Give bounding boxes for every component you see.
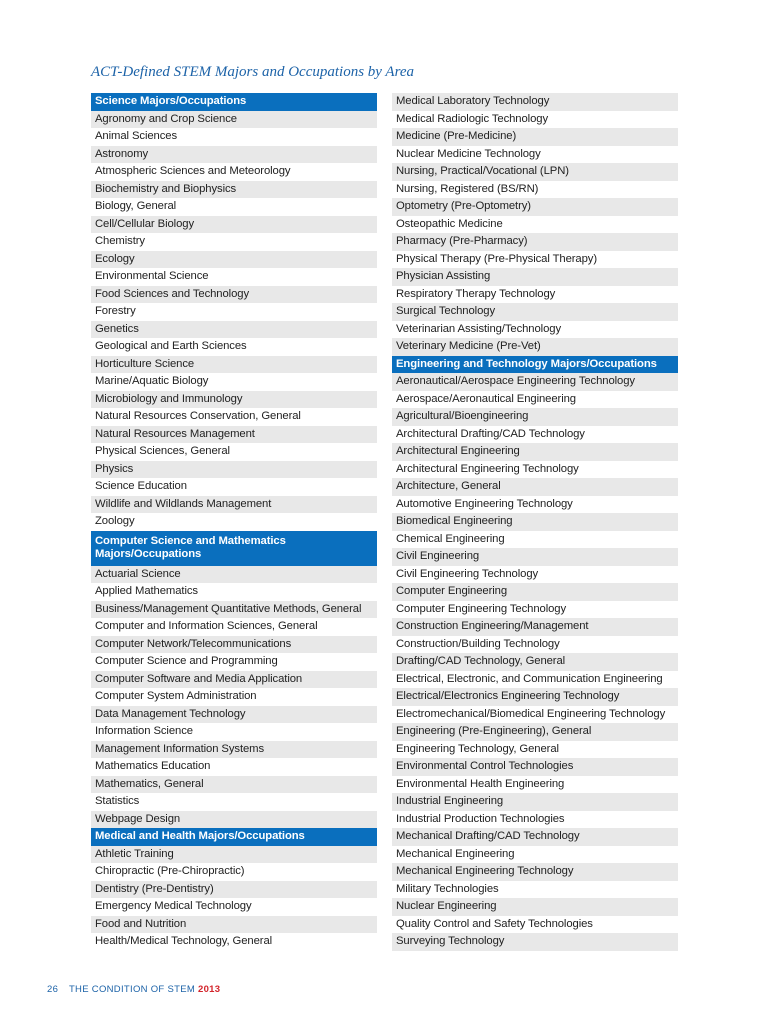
table-row: Natural Resources Management: [91, 426, 377, 444]
table-row: Horticulture Science: [91, 356, 377, 374]
table-row: Aerospace/Aeronautical Engineering: [392, 391, 678, 409]
table-row: Architectural Engineering: [392, 443, 678, 461]
table-row: Biology, General: [91, 198, 377, 216]
table-row: Physical Sciences, General: [91, 443, 377, 461]
publication-name: THE CONDITION OF STEM: [68, 984, 196, 995]
table-row: Genetics: [91, 321, 377, 339]
table-row: Computer Science and Programming: [91, 653, 377, 671]
table-row: Forestry: [91, 303, 377, 321]
table-row: Emergency Medical Technology: [91, 898, 377, 916]
table-row: Computer System Administration: [91, 688, 377, 706]
table-row: Food and Nutrition: [91, 916, 377, 934]
table-row: Respiratory Therapy Technology: [392, 286, 678, 304]
table-row: Computer Engineering Technology: [392, 601, 678, 619]
page-footer: [47, 984, 220, 995]
table-row: Agricultural/Bioengineering: [392, 408, 678, 426]
table-row: Natural Resources Conservation, General: [91, 408, 377, 426]
table-row: Agronomy and Crop Science: [91, 111, 377, 129]
table-row: Computer and Information Sciences, General: [91, 618, 377, 636]
table-row: Animal Sciences: [91, 128, 377, 146]
table-row: Cell/Cellular Biology: [91, 216, 377, 234]
table-row: Dentistry (Pre-Dentistry): [91, 881, 377, 899]
table-row: Medical Laboratory Technology: [392, 93, 678, 111]
table-row: Health/Medical Technology, General: [91, 933, 377, 951]
table-row: Construction Engineering/Management: [392, 618, 678, 636]
table-row: Marine/Aquatic Biology: [91, 373, 377, 391]
table-row: Chiropractic (Pre-Chiropractic): [91, 863, 377, 881]
table-row: Information Science: [91, 723, 377, 741]
table-row: Industrial Engineering: [392, 793, 678, 811]
table-row: Architectural Engineering Technology: [392, 461, 678, 479]
table-row: Military Technologies: [392, 881, 678, 899]
table-row: Physical Therapy (Pre-Physical Therapy): [392, 251, 678, 269]
table-row: Food Sciences and Technology: [91, 286, 377, 304]
table-row: Actuarial Science: [91, 566, 377, 584]
table-row: Mathematics, General: [91, 776, 377, 794]
table-row: Management Information Systems: [91, 741, 377, 759]
table-row: Physics: [91, 461, 377, 479]
table-row: Environmental Control Technologies: [392, 758, 678, 776]
table-row: Nursing, Registered (BS/RN): [392, 181, 678, 199]
table-row: Pharmacy (Pre-Pharmacy): [392, 233, 678, 251]
table-row: Webpage Design: [91, 811, 377, 829]
table-row: Drafting/CAD Technology, General: [392, 653, 678, 671]
table-row: Architecture, General: [392, 478, 678, 496]
table-row: Medicine (Pre-Medicine): [392, 128, 678, 146]
table-row: Mechanical Drafting/CAD Technology: [392, 828, 678, 846]
table-row: Nuclear Engineering: [392, 898, 678, 916]
table-row: Microbiology and Immunology: [91, 391, 377, 409]
table-row: Osteopathic Medicine: [392, 216, 678, 234]
table-row: Geological and Earth Sciences: [91, 338, 377, 356]
table-row: Surgical Technology: [392, 303, 678, 321]
page-number: 26: [47, 984, 59, 995]
table-row: Construction/Building Technology: [392, 636, 678, 654]
table-row: Mechanical Engineering Technology: [392, 863, 678, 881]
table-row: Statistics: [91, 793, 377, 811]
table-row: Environmental Science: [91, 268, 377, 286]
table-row: Zoology: [91, 513, 377, 531]
table-row: Chemistry: [91, 233, 377, 251]
table-row: Computer Software and Media Application: [91, 671, 377, 689]
table-row: Mechanical Engineering: [392, 846, 678, 864]
section-header: Engineering and Technology Majors/Occupations: [392, 356, 678, 374]
table-row: Science Education: [91, 478, 377, 496]
table-row: Chemical Engineering: [392, 531, 678, 549]
table-row: Veterinarian Assisting/Technology: [392, 321, 678, 339]
table-row: Quality Control and Safety Technologies: [392, 916, 678, 934]
table-row: Ecology: [91, 251, 377, 269]
table-row: Civil Engineering: [392, 548, 678, 566]
table-row: Business/Management Quantitative Methods, General: [91, 601, 377, 619]
section-header: Computer Science and Mathematics Majors/Occupations: [91, 531, 377, 566]
table-row: Athletic Training: [91, 846, 377, 864]
table-row: Mathematics Education: [91, 758, 377, 776]
table-row: Electromechanical/Biomedical Engineering Technology: [392, 706, 678, 724]
table-row: Applied Mathematics: [91, 583, 377, 601]
table-row: Data Management Technology: [91, 706, 377, 724]
table-row: Atmospheric Sciences and Meteorology: [91, 163, 377, 181]
table-row: Industrial Production Technologies: [392, 811, 678, 829]
left-column-table: [91, 93, 377, 951]
table-row: Physician Assisting: [392, 268, 678, 286]
table-row: Computer Engineering: [392, 583, 678, 601]
table-row: Computer Network/Telecommunications: [91, 636, 377, 654]
table-row: Wildlife and Wildlands Management: [91, 496, 377, 514]
table-row: Biomedical Engineering: [392, 513, 678, 531]
publication-year: 2013: [198, 984, 221, 995]
table-row: Veterinary Medicine (Pre-Vet): [392, 338, 678, 356]
table-row: Architectural Drafting/CAD Technology: [392, 426, 678, 444]
section-header: Medical and Health Majors/Occupations: [91, 828, 377, 846]
table-row: Nursing, Practical/Vocational (LPN): [392, 163, 678, 181]
table-row: Electrical/Electronics Engineering Technology: [392, 688, 678, 706]
table-row: Nuclear Medicine Technology: [392, 146, 678, 164]
table-row: Astronomy: [91, 146, 377, 164]
right-column-table: [392, 93, 678, 951]
table-row: Medical Radiologic Technology: [392, 111, 678, 129]
table-row: Surveying Technology: [392, 933, 678, 951]
table-row: Engineering Technology, General: [392, 741, 678, 759]
table-row: Civil Engineering Technology: [392, 566, 678, 584]
page-title: ACT-Defined STEM Majors and Occupations by Area: [91, 64, 415, 80]
table-row: Engineering (Pre-Engineering), General: [392, 723, 678, 741]
section-header: Science Majors/Occupations: [91, 93, 377, 111]
table-row: Electrical, Electronic, and Communication Engineering: [392, 671, 678, 689]
table-row: Optometry (Pre-Optometry): [392, 198, 678, 216]
table-row: Biochemistry and Biophysics: [91, 181, 377, 199]
table-row: Automotive Engineering Technology: [392, 496, 678, 514]
table-row: Aeronautical/Aerospace Engineering Technology: [392, 373, 678, 391]
table-row: Environmental Health Engineering: [392, 776, 678, 794]
